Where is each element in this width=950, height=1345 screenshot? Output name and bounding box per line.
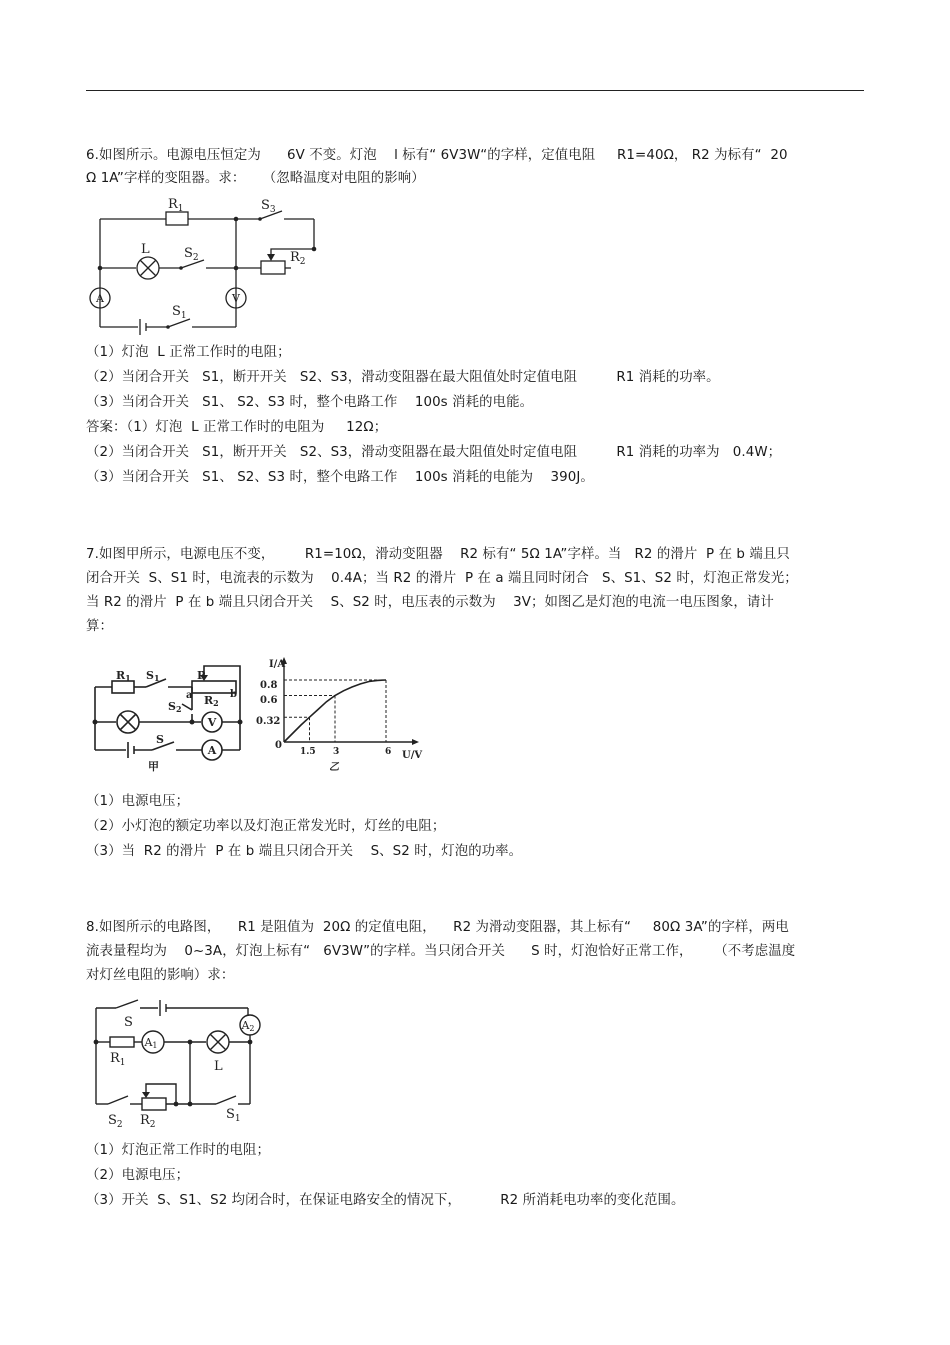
q7-label-s2: S2 — [168, 700, 182, 714]
header-rule — [86, 90, 864, 91]
q6-item-1: （1）灯泡 L 正常工作时的电阻； — [86, 345, 291, 360]
q7-figure — [86, 652, 432, 778]
q6-label-r2: $R_2$ — [290, 250, 306, 267]
q6-label-l: L — [141, 242, 150, 257]
q6-ammeter-label: A — [96, 292, 104, 305]
q8-ammeter-a1-label: A1 — [144, 1036, 158, 1050]
q8-circuit-figure — [86, 994, 274, 1132]
q7-item-3: （3）当 R2 的滑片 P 在 b 端且只闭合开关 S、S2 时，灯泡的功率。 — [86, 844, 523, 859]
q6-label-s2: $S_2$ — [184, 246, 199, 263]
q8-text-line3: 对灯丝电阻的影响）求： — [86, 968, 235, 983]
q6-text-line2: Ω 1A”字样的变阻器。求： （忽略温度对电阻的影响） — [86, 171, 425, 186]
q6-answer-3: （3）当闭合开关 S1、 S2、S3 时，整个电路工作 100s 消耗的电能为 390J。 — [86, 470, 594, 485]
q8-ammeter-a2-label: A2 — [241, 1019, 255, 1033]
q7-voltmeter-label: V — [207, 716, 217, 729]
q6-answer-1: 答案：（1）灯泡 L 正常工作时的电阻为 12Ω； — [86, 420, 388, 435]
q7-graph-xtick-6: 6 — [385, 747, 392, 757]
q6-voltmeter-label: V — [232, 292, 240, 305]
q7-graph-xtick-3: 3 — [333, 747, 340, 757]
q7-item-1: （1）电源电压； — [86, 794, 190, 809]
q7-graph-origin: 0 — [275, 740, 282, 751]
q7-label-b: b — [230, 689, 237, 700]
q6-circuit-figure — [86, 195, 318, 339]
q7-graph-ytick-0.8: 0.8 — [260, 680, 278, 691]
q7-label-jia: 甲 — [148, 760, 159, 773]
q8-label-s2: $S_2$ — [108, 1113, 123, 1130]
q8-label-r1: $R_1$ — [110, 1051, 126, 1068]
q6-label-s3: $S_3$ — [261, 198, 276, 215]
q7-item-2: （2）小灯泡的额定功率以及灯泡正常发光时，灯丝的电阻； — [86, 819, 446, 834]
q6-label-s1: $S_1$ — [172, 304, 187, 321]
q8-item-1: （1）灯泡正常工作时的电阻； — [86, 1143, 270, 1158]
q6-answer-2: （2）当闭合开关 S1，断开开关 S2、S3，滑动变阻器在最大阻值处时定值电阻 R1 消耗的功率为 0.4W； — [86, 445, 782, 460]
q7-graph-caption: 乙 — [329, 762, 339, 773]
q6-text-line1: 6.如图所示。电源电压恒定为 6V 不变。灯泡 l 标有“ 6V3W“的字样，定值电阻 R1=40Ω， R2 为标有“ 20 — [86, 148, 788, 163]
q7-graph-x-arrow — [412, 739, 419, 745]
q6-label-r1: $R_1$ — [168, 197, 184, 214]
q7-label-r1: R1 — [116, 669, 131, 683]
q8-text-line2: 流表量程均为 0~3A，灯泡上标有“ 6V3W”的字样。当只闭合开关 S 时，灯泡恰好正常工作， （不考虑温度 — [86, 944, 796, 959]
q7-label-s: S — [156, 733, 164, 746]
q7-graph-ylabel: I/A — [269, 659, 286, 670]
q7-iu-graph — [281, 657, 419, 745]
q8-label-s: S — [124, 1015, 133, 1030]
q7-label-p: P — [197, 669, 206, 682]
q7-text-line2: 闭合开关 S、S1 时，电流表的示数为 0.4A；当 R2 的滑片 P 在 a 端且同时闭合 S、S1、S2 时，灯泡正常发光； — [86, 571, 798, 586]
q8-label-l: L — [214, 1059, 223, 1074]
q7-label-a: a — [186, 690, 193, 701]
q7-graph-xlabel: U/V — [402, 750, 423, 761]
q7-label-s1: S1 — [146, 669, 160, 683]
q7-ammeter-label: A — [207, 744, 217, 757]
q8-label-s1: $S_1$ — [226, 1107, 241, 1124]
q8-item-2: （2）电源电压； — [86, 1168, 190, 1183]
q7-label-r2: R2 — [204, 694, 219, 708]
q8-label-r2: $R_2$ — [140, 1113, 156, 1130]
q7-graph-xtick-1.5: 1.5 — [300, 747, 316, 757]
q7-text-line4: 算： — [86, 619, 113, 634]
q6-item-3: （3）当闭合开关 S1、 S2、S3 时，整个电路工作 100s 消耗的电能。 — [86, 395, 534, 410]
q7-text-line3: 当 R2 的滑片 P 在 b 端且只闭合开关 S、S2 时，电压表的示数为 3V；如图乙是灯泡的电流一电压图象，请计 — [86, 595, 774, 610]
q8-text-line1: 8.如图所示的电路图， R1 是阻值为 20Ω 的定值电阻， R2 为滑动变阻器，其上标有“ 80Ω 3A”的字样，两电 — [86, 920, 789, 935]
q7-text-line1: 7.如图甲所示，电源电压不变， R1=10Ω，滑动变阻器 R2 标有“ 5Ω 1A”字样。当 R2 的滑片 P 在 b 端且只 — [86, 547, 790, 562]
q6-item-2: （2）当闭合开关 S1，断开开关 S2、S3，滑动变阻器在最大阻值处时定值电阻 R1 消耗的功率。 — [86, 370, 720, 385]
q7-graph-ytick-0.6: 0.6 — [260, 695, 278, 706]
q7-graph-ytick-0.32: 0.32 — [256, 716, 281, 727]
q8-item-3: （3）开关 S、S1、S2 均闭合时，在保证电路安全的情况下， R2 所消耗电功率的变化范围。 — [86, 1193, 685, 1208]
